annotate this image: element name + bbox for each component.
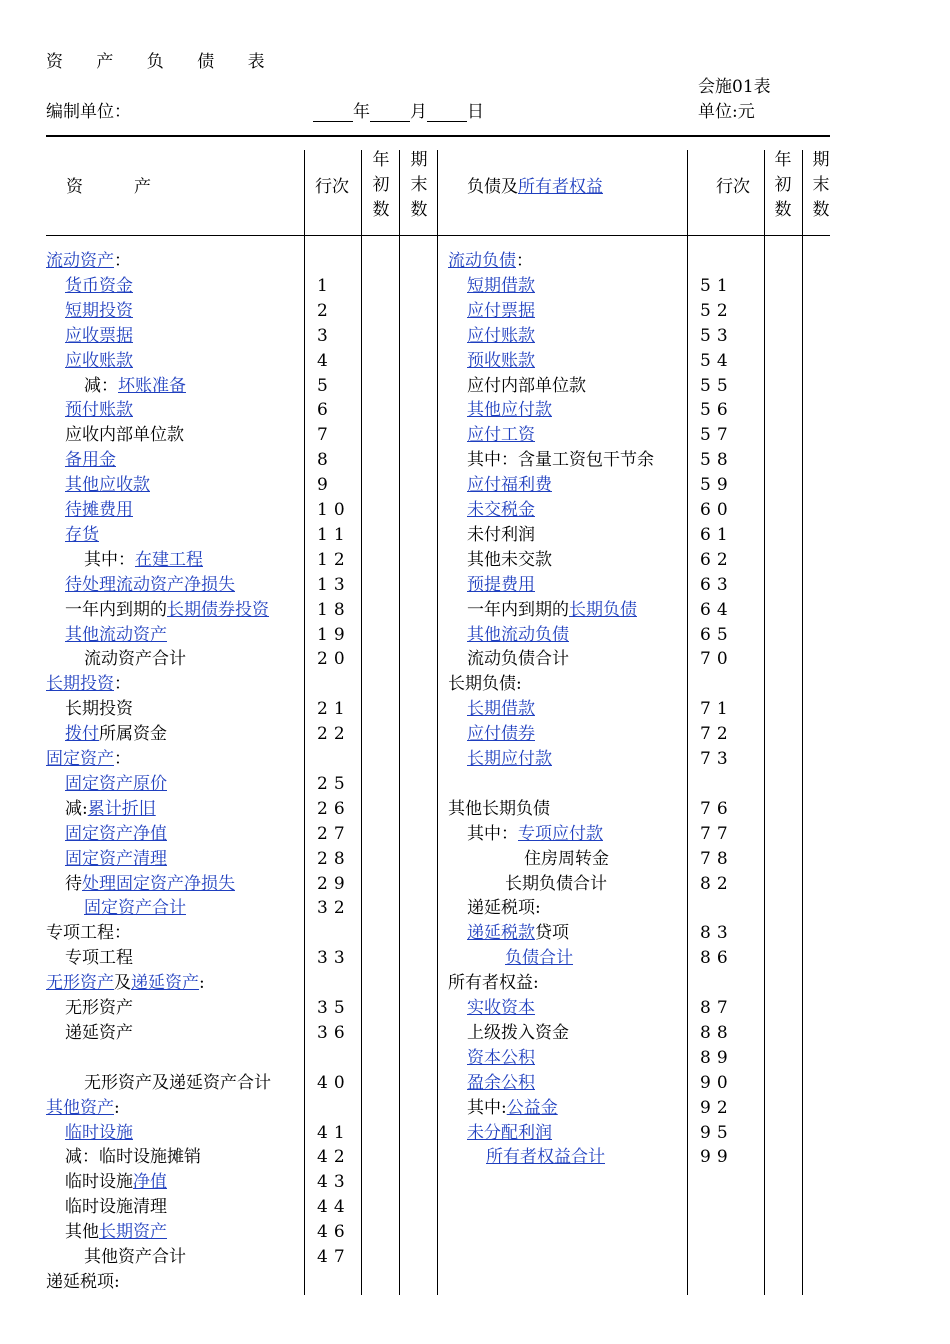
- right_rows-row-no: 60: [700, 500, 734, 520]
- left_rows-row-no: 36: [317, 1022, 351, 1043]
- item-label: 流动资产合计: [84, 649, 186, 670]
- left_rows-row: [84, 649, 186, 669]
- left_rows-row: [84, 898, 186, 918]
- left_rows-row: [65, 475, 150, 495]
- left_rows-row: [65, 1172, 167, 1192]
- col-bar: [399, 150, 400, 1295]
- item-link[interactable]: 累计折旧: [87, 798, 156, 819]
- item-label: :: [114, 1097, 120, 1118]
- item-link[interactable]: 资本公积: [467, 1047, 535, 1068]
- left_rows-row-no: 42: [317, 1147, 351, 1168]
- right_rows-row-no: 82: [700, 873, 734, 894]
- header-assets: 资 产: [66, 177, 151, 197]
- item-label: 其他长期负债: [448, 798, 550, 819]
- item-link[interactable]: 预收账款: [467, 350, 535, 371]
- right_rows-row-no: 78: [700, 848, 734, 869]
- right_rows-row: [467, 400, 552, 420]
- item-label: 流动负债合计: [467, 649, 569, 670]
- item-label: 其中：含量工资包干节余: [467, 450, 654, 471]
- right_rows-row-no: 92: [700, 1097, 734, 1118]
- item-link[interactable]: 应收票据: [65, 325, 133, 346]
- right_rows-row: [505, 948, 573, 968]
- item-link[interactable]: 流动负债: [448, 251, 516, 271]
- item-label: ：: [114, 749, 131, 769]
- top-rule: [46, 135, 830, 137]
- right_rows-row: [467, 1123, 552, 1143]
- item-link[interactable]: 应付票据: [467, 300, 535, 321]
- item-link[interactable]: 负债合计: [505, 948, 573, 969]
- right_rows-row-no: 56: [700, 400, 734, 421]
- item-label: 待: [65, 873, 82, 894]
- item-link[interactable]: 盈余公积: [467, 1072, 535, 1093]
- col-bar: [802, 150, 803, 1295]
- left_rows-row-no: 27: [317, 823, 351, 844]
- right_rows-row-no: 57: [700, 425, 734, 446]
- left_rows-row: [46, 923, 131, 943]
- left_rows-row: [65, 400, 133, 420]
- right_rows-row-no: 55: [700, 375, 734, 396]
- left_rows-row-no: 43: [317, 1172, 351, 1193]
- left_rows-row: [65, 774, 167, 794]
- left_rows-row: [65, 1197, 167, 1217]
- item-label: 递延税项:: [46, 1271, 120, 1292]
- item-label: 其他未交款: [467, 549, 552, 570]
- right_rows-row-no: 59: [700, 475, 734, 496]
- item-link[interactable]: 长期应付款: [467, 749, 552, 769]
- right_rows-row: [467, 923, 569, 943]
- item-link[interactable]: 其他流动负债: [467, 624, 569, 645]
- col-bar: [304, 150, 305, 1295]
- right_rows-row-no: 58: [700, 450, 734, 471]
- item-link[interactable]: 未分配利润: [467, 1122, 552, 1143]
- right_rows-row-no: 64: [700, 599, 734, 620]
- right_rows-row: [524, 849, 609, 869]
- left_rows-row-no: 29: [317, 873, 351, 894]
- left_rows-row: [65, 1123, 133, 1143]
- item-link[interactable]: 应付工资: [467, 425, 535, 446]
- left_rows-row: [65, 874, 235, 894]
- right_rows-row: [505, 874, 607, 894]
- item-label: :: [199, 973, 205, 994]
- item-link[interactable]: 长期债券投资: [167, 599, 269, 620]
- left_rows-row-no: 2: [317, 300, 334, 321]
- item-label: 一年内到期的: [467, 599, 569, 620]
- item-label: 专项工程：: [46, 923, 131, 944]
- item-label: 其他资产合计: [84, 1247, 186, 1267]
- right_rows-row-no: 88: [700, 1022, 734, 1043]
- left_rows-row: [84, 376, 186, 396]
- item-link[interactable]: 其他应付款: [467, 400, 552, 421]
- right_rows-row: [448, 973, 539, 993]
- header-rule: [46, 235, 830, 236]
- item-link[interactable]: 流动资产: [46, 251, 114, 271]
- header-begin-2: 年 初 数: [774, 150, 792, 220]
- item-link[interactable]: 递延税款: [467, 923, 535, 944]
- left_rows-row: [65, 425, 184, 445]
- item-label: 长期负债:: [448, 674, 522, 695]
- left_rows-row-no: 1: [317, 275, 334, 296]
- right_rows-row: [467, 600, 637, 620]
- item-link[interactable]: 实收资本: [467, 998, 535, 1018]
- header-liabilities: 负债及所有者权益: [467, 177, 603, 197]
- right_rows-row-no: 89: [700, 1047, 734, 1068]
- left_rows-row-no: 18: [317, 599, 351, 620]
- item-link[interactable]: 临时设施: [65, 1122, 133, 1143]
- left_rows-row-no: 28: [317, 848, 351, 869]
- right_rows-row: [486, 1147, 605, 1167]
- left_rows-row: [65, 948, 133, 968]
- right_rows-row-no: 72: [700, 724, 734, 745]
- item-label: 其中：: [84, 549, 135, 570]
- item-link[interactable]: 货币资金: [65, 275, 133, 296]
- item-link[interactable]: 备用金: [65, 450, 116, 471]
- right_rows-row-no: 62: [700, 549, 734, 570]
- right_rows-row: [467, 824, 603, 844]
- right_rows-row-no: 52: [700, 300, 734, 321]
- left_rows-row-no: 6: [317, 400, 334, 421]
- right_rows-row-no: 61: [700, 524, 734, 545]
- left_rows-row-no: 40: [317, 1072, 351, 1093]
- left_rows-row-no: 26: [317, 798, 351, 819]
- right_rows-row: [467, 475, 552, 495]
- left_rows-row-no: 46: [317, 1222, 351, 1243]
- item-link[interactable]: 固定资产原价: [65, 773, 167, 794]
- item-link[interactable]: 应付福利费: [467, 475, 552, 496]
- left_rows-row: [65, 575, 235, 595]
- item-link[interactable]: 拨付: [65, 724, 99, 745]
- left_rows-row-no: 21: [317, 699, 351, 720]
- right_rows-row: [467, 550, 552, 570]
- header-begin: 年 初 数: [372, 150, 390, 220]
- right_rows-row-no: 54: [700, 350, 734, 371]
- item-label: 减：: [84, 375, 118, 396]
- left_rows-row-no: 32: [317, 898, 351, 919]
- header-end: 期 末 数: [410, 150, 428, 220]
- left_rows-row: [46, 1098, 120, 1118]
- right_rows-row-no: 86: [700, 948, 734, 969]
- item-link[interactable]: 存货: [65, 524, 99, 545]
- right_rows-row: [467, 749, 552, 769]
- item-link[interactable]: 未交税金: [467, 500, 535, 520]
- item-label: 减:: [65, 798, 88, 819]
- item-label: 临时设施清理: [65, 1197, 167, 1218]
- item-label: ：: [516, 251, 533, 271]
- item-link[interactable]: 固定资产合计: [84, 898, 186, 919]
- left_rows-row: [65, 1023, 133, 1043]
- report-title: 资 产 负 债 表: [46, 52, 279, 72]
- item-label: ：: [114, 251, 131, 271]
- right_rows-row: [467, 450, 654, 470]
- right_rows-row-no: 63: [700, 574, 734, 595]
- form-number: 会施01表: [698, 77, 771, 97]
- item-link[interactable]: 长期借款: [467, 699, 535, 720]
- col-bar: [687, 150, 688, 1295]
- right_rows-row: [448, 674, 522, 694]
- item-link[interactable]: 专项应付款: [518, 823, 603, 844]
- left_rows-row-no: 20: [317, 649, 351, 670]
- item-link[interactable]: 应付债券: [467, 724, 535, 745]
- item-link[interactable]: 短期借款: [467, 275, 535, 296]
- item-link[interactable]: 预付账款: [65, 400, 133, 421]
- left_rows-row: [65, 625, 167, 645]
- right_rows-row-no: 77: [700, 823, 734, 844]
- left_rows-row-no: 33: [317, 948, 351, 969]
- item-label: 应收内部单位款: [65, 425, 184, 446]
- item-label: 一年内到期的: [65, 599, 167, 620]
- item-label: 长期负债合计: [505, 873, 607, 894]
- item-link[interactable]: 递延资产: [131, 973, 199, 994]
- item-link[interactable]: 公益金: [506, 1097, 558, 1118]
- left_rows-row: [65, 849, 167, 869]
- item-link[interactable]: 待处理流动资产净损失: [65, 574, 235, 595]
- item-link[interactable]: 长期资产: [99, 1222, 167, 1243]
- right_rows-row: [467, 625, 569, 645]
- left_rows-row-no: 35: [317, 998, 351, 1018]
- item-link[interactable]: 坏账准备: [118, 375, 186, 396]
- left_rows-row-no: 41: [317, 1122, 351, 1143]
- right_rows-row-no: 95: [700, 1122, 734, 1143]
- left_rows-row-no: 10: [317, 500, 351, 520]
- right_rows-row: [467, 1048, 535, 1068]
- date-fields: 年 月 日: [313, 102, 484, 122]
- right_rows-row-no: 76: [700, 798, 734, 819]
- left_rows-row-no: 11: [317, 524, 351, 545]
- item-label: 应付内部单位款: [467, 375, 586, 396]
- item-link[interactable]: 其他流动资产: [65, 624, 167, 645]
- left_rows-row: [84, 1247, 186, 1267]
- item-link[interactable]: 预提费用: [467, 574, 535, 595]
- item-link[interactable]: 其他应收款: [65, 475, 150, 496]
- item-link[interactable]: 处理固定资产净损失: [82, 873, 235, 894]
- item-label: 减：临时设施摊销: [65, 1147, 201, 1168]
- col-bar: [764, 150, 765, 1295]
- left_rows-row-no: 4: [317, 350, 334, 371]
- right_rows-row: [467, 425, 535, 445]
- left_rows-row: [65, 724, 167, 744]
- right_rows-row: [467, 301, 535, 321]
- item-link[interactable]: 长期负债: [569, 599, 637, 620]
- right_rows-row: [467, 1073, 535, 1093]
- item-label: 贷项: [535, 923, 569, 944]
- left_rows-row-no: 47: [317, 1247, 351, 1267]
- left_rows-row: [46, 1272, 120, 1292]
- left_rows-row: [65, 326, 133, 346]
- right_rows-row-no: 71: [700, 699, 734, 720]
- item-link[interactable]: 在建工程: [135, 549, 203, 570]
- right_rows-row: [448, 251, 533, 271]
- right_rows-row: [467, 376, 586, 396]
- right_rows-row: [467, 326, 535, 346]
- left_rows-row: [65, 351, 133, 371]
- left_rows-row: [65, 276, 133, 296]
- right_rows-row: [467, 724, 535, 744]
- item-link[interactable]: 固定资产: [46, 749, 114, 769]
- item-label: 长期投资: [65, 699, 133, 720]
- left_rows-row-no: 44: [317, 1197, 351, 1218]
- item-label: 递延税项:: [467, 898, 541, 919]
- item-label: 及: [114, 973, 131, 994]
- header-end-2: 期 末 数: [812, 150, 830, 220]
- item-link[interactable]: 应付账款: [467, 325, 535, 346]
- header-row-no: 行次: [315, 177, 349, 197]
- item-label: 无形资产: [65, 998, 133, 1018]
- right_rows-row: [467, 998, 535, 1018]
- item-link[interactable]: 长期投资: [46, 674, 114, 695]
- left_rows-row-no: 12: [317, 549, 351, 570]
- item-link[interactable]: 固定资产清理: [65, 848, 167, 869]
- left_rows-row: [65, 525, 99, 545]
- left_rows-row-no: 5: [317, 375, 334, 396]
- item-link[interactable]: 短期投资: [65, 300, 133, 321]
- left_rows-row: [65, 500, 133, 520]
- left_rows-row: [65, 1222, 167, 1242]
- left_rows-row: [65, 1147, 201, 1167]
- item-label: 未付利润: [467, 524, 535, 545]
- left_rows-row-no: 25: [317, 773, 351, 794]
- item-label: 临时设施: [65, 1172, 133, 1193]
- left_rows-row-no: 8: [317, 450, 334, 471]
- left_rows-row: [65, 450, 116, 470]
- left_rows-row: [46, 749, 131, 769]
- item-label: 其中:: [467, 1097, 507, 1118]
- left_rows-row-no: 13: [317, 574, 351, 595]
- left_rows-row: [46, 674, 131, 694]
- right_rows-row-no: 53: [700, 325, 734, 346]
- right_rows-row: [467, 1098, 558, 1118]
- item-link[interactable]: 所有者权益合计: [486, 1147, 605, 1168]
- owners-equity-link[interactable]: 所有者权益: [518, 177, 603, 197]
- item-link[interactable]: 固定资产净值: [65, 823, 167, 844]
- item-label: 所有者权益:: [448, 973, 539, 994]
- item-label: 其中：: [467, 823, 518, 844]
- right_rows-row: [467, 575, 535, 595]
- right_rows-row-no: 73: [700, 749, 734, 769]
- right_rows-row-no: 90: [700, 1072, 734, 1093]
- right_rows-row: [467, 500, 535, 520]
- left_rows-row: [65, 799, 156, 819]
- left_rows-row-no: 9: [317, 475, 334, 496]
- item-link[interactable]: 应收账款: [65, 350, 133, 371]
- right_rows-row-no: 87: [700, 998, 734, 1018]
- item-label: 递延资产: [65, 1022, 133, 1043]
- item-link[interactable]: 净值: [133, 1172, 167, 1193]
- right_rows-row: [467, 898, 541, 918]
- left_rows-row: [65, 998, 133, 1018]
- item-label: 住房周转金: [524, 848, 609, 869]
- left_rows-row: [65, 699, 133, 719]
- header-row-no-2: 行次: [716, 177, 750, 197]
- item-label: 无形资产及递延资产合计: [84, 1072, 271, 1093]
- right_rows-row-no: 99: [700, 1147, 734, 1168]
- left_rows-row: [65, 600, 269, 620]
- left_rows-row: [84, 1073, 271, 1093]
- item-label: 专项工程: [65, 948, 133, 969]
- left_rows-row-no: 19: [317, 624, 351, 645]
- right_rows-row: [467, 699, 535, 719]
- left_rows-row-no: 7: [317, 425, 334, 446]
- right_rows-row-no: 65: [700, 624, 734, 645]
- item-label: 所属资金: [99, 724, 167, 745]
- left_rows-row: [84, 550, 203, 570]
- left_rows-row: [65, 301, 133, 321]
- right_rows-row-no: 51: [700, 275, 734, 296]
- item-link[interactable]: 待摊费用: [65, 500, 133, 520]
- left_rows-row: [46, 251, 131, 271]
- left_rows-row-no: 22: [317, 724, 351, 745]
- left_rows-row: [65, 824, 167, 844]
- right_rows-row-no: 70: [700, 649, 734, 670]
- col-bar: [437, 150, 438, 1295]
- item-label: ：: [114, 674, 131, 695]
- right_rows-row: [467, 276, 535, 296]
- right_rows-row: [467, 649, 569, 669]
- right_rows-row: [467, 351, 535, 371]
- left_rows-row-no: 3: [317, 325, 334, 346]
- col-bar: [361, 150, 362, 1295]
- right_rows-row: [448, 799, 550, 819]
- item-link[interactable]: 无形资产: [46, 973, 114, 994]
- right_rows-row: [467, 1023, 569, 1043]
- item-label: 上级拨入资金: [467, 1022, 569, 1043]
- item-link[interactable]: 其他资产: [46, 1097, 114, 1118]
- currency-unit: 单位:元: [698, 102, 755, 122]
- unit-label: 编制单位：: [46, 102, 131, 122]
- right_rows-row-no: 83: [700, 923, 734, 944]
- left_rows-row: [46, 973, 205, 993]
- right_rows-row: [467, 525, 535, 545]
- item-label: 其他: [65, 1222, 99, 1243]
